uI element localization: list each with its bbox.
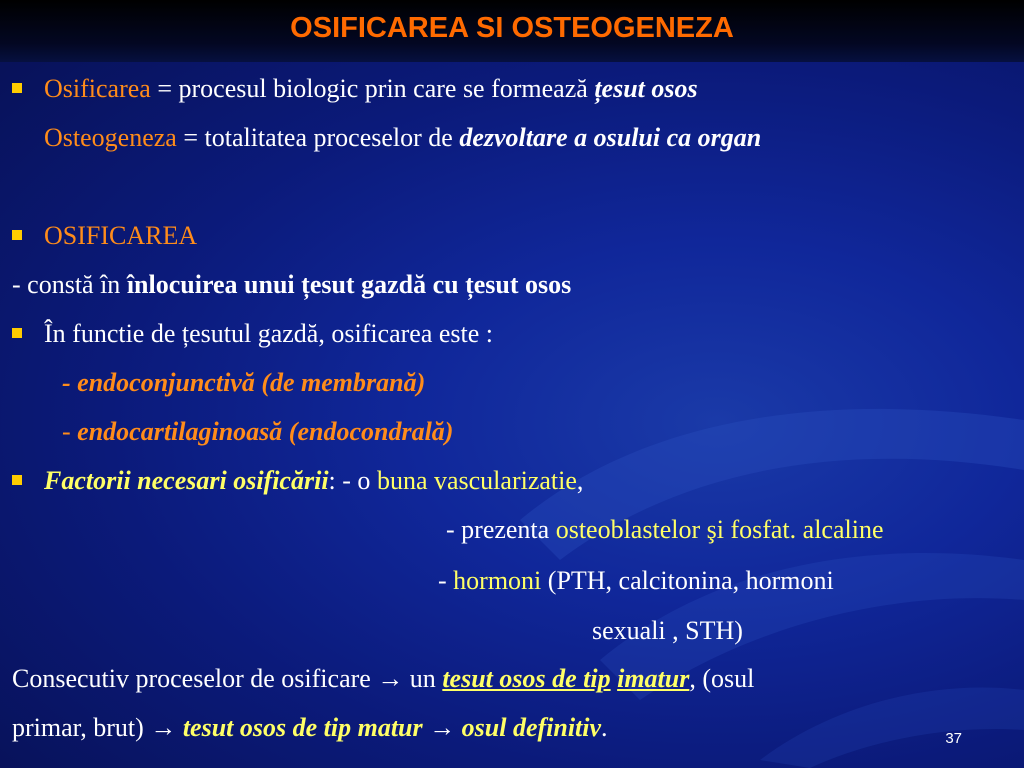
text: În functie de țesutul gazdă, osificarea este : bbox=[44, 319, 494, 348]
text-emphasis: înlocuirea unui țesut gazdă cu țesut osos bbox=[126, 270, 572, 299]
page-number: 37 bbox=[945, 730, 962, 747]
line-sexuali: sexuali , STH) bbox=[592, 616, 743, 645]
bullet-icon bbox=[12, 475, 22, 485]
definition-text: = totalitatea proceselor de bbox=[176, 123, 460, 152]
text-prefix: - constă în bbox=[12, 270, 127, 299]
factor-item: hormoni bbox=[453, 566, 542, 595]
text: primar, brut) → bbox=[12, 713, 183, 742]
factor-item: buna vascularizatie bbox=[376, 466, 577, 495]
line-functie bbox=[12, 319, 493, 349]
term-osificarea: Osificarea bbox=[44, 74, 151, 103]
emphasis-definitiv: osul definitiv bbox=[461, 713, 602, 742]
section-heading: OSIFICAREA bbox=[44, 221, 198, 250]
line-consecutiv bbox=[12, 664, 754, 694]
term-factorii: Factorii necesari osificării bbox=[44, 466, 329, 495]
arrow: → bbox=[422, 713, 462, 742]
definition-emphasis: țesut osos bbox=[594, 74, 698, 103]
emphasis-tesut: tesut osos de tip bbox=[442, 664, 611, 693]
line-osteogeneza bbox=[44, 123, 761, 153]
line-prezenta bbox=[446, 515, 883, 545]
separator: : - o bbox=[328, 466, 377, 495]
line-factorii bbox=[12, 466, 583, 496]
text-emphasis: endocartilaginoasă (endocondrală) bbox=[77, 417, 454, 446]
text-prefix: - prezenta bbox=[446, 515, 556, 544]
text-rest: , (osul bbox=[689, 664, 755, 693]
definition-text: = procesul biologic prin care se formează bbox=[150, 74, 595, 103]
period: . bbox=[601, 713, 608, 742]
emphasis-imatur: imatur bbox=[617, 664, 690, 693]
factor-item: osteoblastelor şi fosfat. alcaline bbox=[555, 515, 884, 544]
line-heading bbox=[12, 221, 197, 251]
line-osificarea bbox=[12, 74, 698, 104]
line-consta bbox=[12, 270, 571, 300]
bullet-icon bbox=[12, 328, 22, 338]
term-osteogeneza: Osteogeneza bbox=[44, 123, 177, 152]
line-endoconjunctiva: - endoconjunctivă (de membrană) bbox=[62, 368, 426, 397]
dash: - bbox=[62, 417, 78, 446]
slide-title: OSIFICAREA SI OSTEOGENEZA bbox=[290, 12, 734, 44]
bullet-icon bbox=[12, 230, 22, 240]
bullet-icon bbox=[12, 83, 22, 93]
line-hormoni bbox=[438, 566, 834, 596]
line-primar bbox=[12, 713, 608, 743]
definition-emphasis: dezvoltare a osului ca organ bbox=[459, 123, 762, 152]
text-rest: (PTH, calcitonina, hormoni bbox=[541, 566, 834, 595]
emphasis-matur: tesut osos de tip matur bbox=[182, 713, 423, 742]
text: Consecutiv proceselor de osificare → un bbox=[12, 664, 443, 693]
text-prefix: - bbox=[438, 566, 454, 595]
comma: , bbox=[576, 466, 584, 495]
line-endocartilaginoasa bbox=[62, 417, 453, 447]
